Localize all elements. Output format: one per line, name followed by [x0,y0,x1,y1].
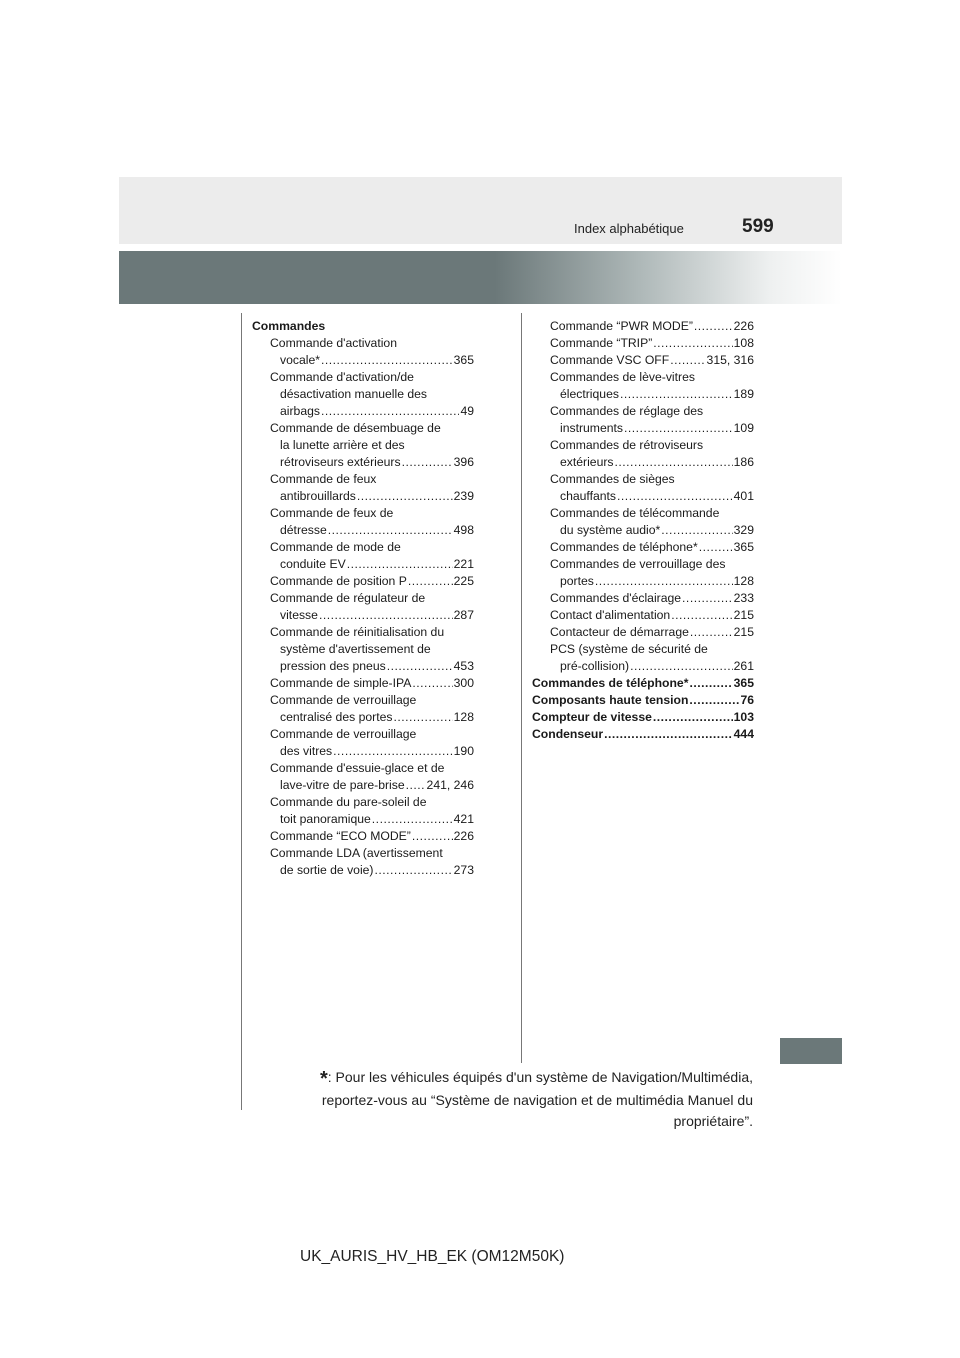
index-entry-text: instruments [560,421,623,435]
index-entry-text: Commande de feux [270,472,377,486]
index-entry-page: 421 [453,812,474,826]
index-entry-text: Commande de position P [270,574,407,588]
header-band [119,177,842,244]
dot-leader [624,420,733,437]
index-entry [252,624,474,675]
index-entry-page: 225 [453,574,474,588]
column-divider [521,313,522,1063]
index-entry-text: Commandes de lève-vitres [550,370,695,384]
index-entry [252,828,474,845]
dot-leader [328,522,453,539]
index-entry [252,471,474,505]
dot-leader [630,658,733,675]
footnote-text: : Pour les véhicules équipés d'un système de Navigation/Multimédia, reportez-vous au “Système de navigation et de multimédia Manuel du propriétaire”. [321,1069,753,1129]
index-entry-page: 189 [733,387,754,401]
index-entry [532,335,754,352]
index-entry [532,369,754,403]
dot-leader [670,352,705,369]
index-entry-text: lave-vitre de pare-brise [280,778,405,792]
index-entry-text: de sortie de voie) [280,863,374,877]
index-entry [532,675,754,692]
index-entry-text: pression des pneus [280,659,386,673]
index-entry-text: système d'avertissement de [280,642,431,656]
index-entry-page: 365 [733,676,754,690]
decorative-gradient-band [119,251,842,304]
index-entry-text: vocale* [280,353,320,367]
index-entry-page: 498 [453,523,474,537]
index-entry [532,709,754,726]
index-entry-page: 108 [733,336,754,350]
index-entry [532,624,754,641]
index-column-right [532,318,754,743]
index-entry-text: portes [560,574,594,588]
index-entry-text: Commande de désembuage de [270,421,441,435]
index-entry [532,641,754,675]
index-entry [252,573,474,590]
dot-leader [412,675,452,692]
index-entry-page: 261 [733,659,754,673]
index-entry [252,369,474,420]
dot-leader [408,573,453,590]
index-entry-text: désactivation manuelle des [280,387,428,401]
document-code: UK_AURIS_HV_HB_EK (OM12M50K) [300,1248,565,1265]
index-entry [252,726,474,760]
dot-leader [387,658,453,675]
index-entry-text: Commande “ECO MODE” [270,829,411,843]
index-entry [252,845,474,879]
index-entry-text: Commande de réinitialisation du [270,625,445,639]
index-entry-text: Commandes de rétroviseurs [550,438,704,452]
index-column-left [252,318,474,879]
dot-leader [321,352,453,369]
dot-leader [372,811,453,828]
dot-leader [406,777,426,794]
dot-leader [357,488,453,505]
index-entry-text: Commandes de téléphone* [532,676,689,690]
dot-leader [689,692,739,709]
index-entry-page: 273 [453,863,474,877]
dot-leader [671,607,732,624]
index-entry-text: Commande LDA (avertissement [270,846,443,860]
index-entry-text: du système audio* [560,523,661,537]
index-entry-text: la lunette arrière et des [280,438,405,452]
index-entry-text: rétroviseurs extérieurs [280,455,401,469]
index-entry-page: 186 [733,455,754,469]
section-tab [780,1038,842,1064]
index-entry-text: Commande d'activation/de [270,370,414,384]
dot-leader [615,454,733,471]
index-entry-text: Compteur de vitesse [532,710,652,724]
index-entry-text: Commandes de sièges [550,472,675,486]
index-entry-text: conduite EV [280,557,346,571]
index-entry-text: toit panoramique [280,812,371,826]
dot-leader [653,709,733,726]
dot-leader [319,607,453,624]
index-entry [252,505,474,539]
index-entry [532,539,754,556]
index-entry-page: 300 [453,676,474,690]
index-entry-page: 190 [453,744,474,758]
index-entry-page: 365 [733,540,754,554]
index-entry [532,556,754,590]
index-entry [252,420,474,471]
index-entry-page: 365 [453,353,474,367]
index-entry-page: 396 [453,455,474,469]
index-entry [532,471,754,505]
index-entry-page: 233 [733,591,754,605]
index-entry-page: 287 [453,608,474,622]
index-entry-text: Commande de feux de [270,506,394,520]
index-entry-text: chauffants [560,489,617,503]
index-entry [532,692,754,709]
index-entry-text: airbags [280,404,320,418]
index-entry-page: 221 [453,557,474,571]
index-entry-text: Commande VSC OFF [550,353,670,367]
dot-leader [375,862,453,879]
index-entry [252,335,474,369]
dot-leader [604,726,733,743]
index-entry [252,590,474,624]
index-entry-text: Commandes d'éclairage [550,591,682,605]
dot-leader [347,556,453,573]
index-entry-page: 215 [733,625,754,639]
dot-leader [321,403,459,420]
index-entry [532,590,754,607]
index-entry-text: Commandes [252,319,326,333]
left-column-rule [241,313,242,1110]
index-entry-text: des vitres [280,744,333,758]
index-entry-text: Commande de verrouillage [270,727,417,741]
dot-leader [620,386,733,403]
index-entry-text: pré-collision) [560,659,630,673]
index-entry [532,505,754,539]
index-entry-text: vitesse [280,608,318,622]
index-entry-page: 453 [453,659,474,673]
index-entry-text: Commande de simple-IPA [270,676,412,690]
dot-leader [682,590,733,607]
dot-leader [617,488,733,505]
index-entry-page: 241, 246 [426,778,474,792]
index-entry-text: Commande du pare-soleil de [270,795,427,809]
index-entry [252,539,474,573]
index-entry-text: détresse [280,523,327,537]
index-entry-text: Commande d'essuie-glace et de [270,761,445,775]
index-entry-text: Commande “TRIP” [550,336,653,350]
index-entry-text: antibrouillards [280,489,356,503]
index-entry-page: 239 [453,489,474,503]
dot-leader [393,709,452,726]
index-entry-page: 444 [733,727,754,741]
section-title: Index alphabétique [574,221,684,236]
index-entry-page: 329 [733,523,754,537]
index-entry-text: centralisé des portes [280,710,393,724]
dot-leader [653,335,732,352]
index-entry-text: Commandes de verrouillage des [550,557,726,571]
footnote [283,1067,753,1132]
index-entry-page: 401 [733,489,754,503]
dot-leader [402,454,453,471]
dot-leader [689,675,732,692]
dot-leader [694,318,733,335]
dot-leader [699,539,733,556]
index-entry-text: Commandes de télécommande [550,506,720,520]
index-entry-page: 109 [733,421,754,435]
index-entry [532,437,754,471]
index-entry-text: Composants haute tension [532,693,689,707]
index-entry [252,692,474,726]
index-entry-page: 226 [733,319,754,333]
index-entry-text: Commande d'activation [270,336,397,350]
index-entry [252,318,474,335]
index-entry-page: 215 [733,608,754,622]
index-entry [252,794,474,828]
page-number: 599 [742,216,774,237]
index-entry [532,352,754,369]
index-entry-page: 226 [453,829,474,843]
index-entry-text: Commande de verrouillage [270,693,417,707]
index-entry [252,675,474,692]
index-entry-text: Commande de régulateur de [270,591,426,605]
index-entry-page: 76 [740,693,754,707]
index-entry-text: Contacteur de démarrage [550,625,689,639]
index-entry-text: Commande de mode de [270,540,401,554]
index-entry-text: Contact d'alimentation [550,608,671,622]
index-entry [252,760,474,794]
index-entry-text: Commandes de téléphone* [550,540,698,554]
dot-leader [412,828,453,845]
index-entry [532,607,754,624]
index-entry-page: 103 [733,710,754,724]
dot-leader [690,624,733,641]
index-entry-page: 49 [460,404,474,418]
index-entry-page: 128 [733,574,754,588]
dot-leader [661,522,732,539]
index-entry-text: Commande “PWR MODE” [550,319,693,333]
index-entry-text: Commandes de réglage des [550,404,704,418]
dot-leader [333,743,453,760]
dot-leader [595,573,733,590]
index-entry [532,403,754,437]
footnote-mark: * [319,1068,328,1090]
index-entry-text: PCS (système de sécurité de [550,642,708,656]
index-entry-page: 128 [453,710,474,724]
index-entry-text: Condenseur [532,727,604,741]
index-entry [532,318,754,335]
index-entry-page: 315, 316 [706,353,754,367]
index-entry [532,726,754,743]
index-entry-text: extérieurs [560,455,614,469]
index-entry-text: électriques [560,387,619,401]
